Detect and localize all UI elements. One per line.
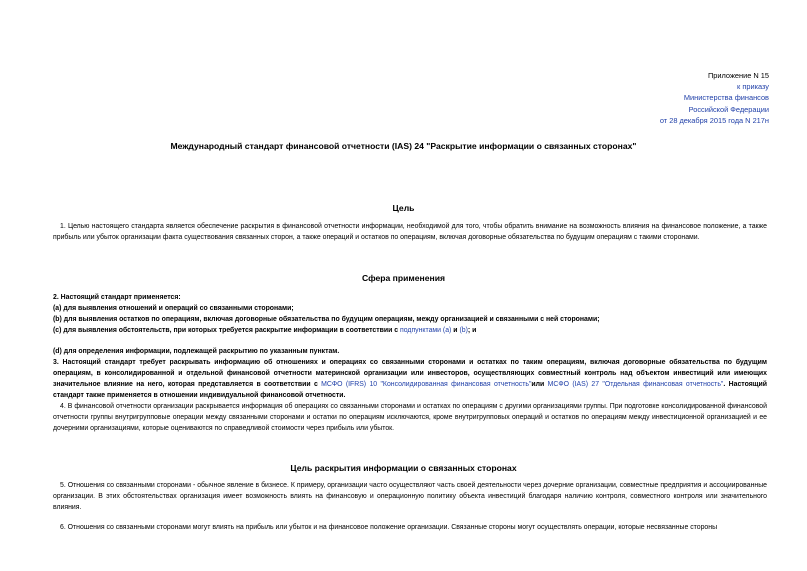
appendix-block [660,70,769,126]
appendix-order-link[interactable]: к приказу [737,82,769,92]
appendix-date-link[interactable]: от 28 декабря 2015 года N 217н [659,115,769,125]
section-heading-goal: Цель [392,203,415,213]
paragraph-5: 5. Отношения со связанными сторонами - обычное явление в бизнесе. К примеру, организации часто осуществляют часть своей деятельности через дочерние организации, совместные предприятия и ассоциированные организации. В этих обстоятельствах организация имеет возможность влиять на финансовую и операционную политику объекта инвестиций благодаря наличию контроля, совместного контроля или значительного влияния. [53,482,767,511]
subparagraph-a-link[interactable]: подпунктами (a) [400,327,452,334]
paragraph-3-end: . Настоящий стандарт также применяется в отношении индивидуальной финансовой отчетности. [53,380,767,399]
paragraph-1: 1. Целью настоящего стандарта является обеспечение раскрытия в финансовой отчетности информации, необходимой для того, чтобы обратить внимание на возможность влияния на финансовое положение, а также прибыль или убыток организации факта существования связанных сторон, а также операций и остатков по операциям, включая договорные обязательства по будущим операциям с такими сторонами. [53,223,767,241]
appendix-number: Приложение N 15 [707,71,769,80]
paragraph-6: 6. Отношения со связанными сторонами могут влиять на прибыль или убыток и на финансовое положение организации. Связанные стороны могут осуществлять операции, которые несвязанные стороны [60,524,718,531]
list-item-a: (a) для выявления отношений и операций со связанными сторонами; [53,305,294,312]
paragraph-3-or: или [531,380,548,388]
document-title: Международный стандарт финансовой отчетности (IAS) 24 "Раскрытие информации о связанных сторонах" [170,141,637,151]
list-item-d: (d) для определения информации, подлежащей раскрытию по указанным пунктам. [53,348,340,355]
appendix-country-link[interactable]: Российской Федерации [688,104,769,114]
subparagraph-b-link[interactable]: (b) [459,327,468,334]
ifrs-10-link[interactable]: МСФО (IFRS) 10 "Консолидированная финансовая отчетность" [321,380,532,388]
paragraph-2: 2. Настоящий стандарт применяется: [53,294,181,301]
list-item-c [53,326,767,337]
appendix-ministry-link[interactable]: Министерства финансов [683,93,769,103]
paragraph-4: 4. В финансовой отчетности организации раскрывается информация об операциях со связанными сторонами и остатках по операциям с другими организациями группы. При подготовке консолидированной финансовой отчетности группы внутригрупповые операции между связанными сторонами и остатки по операциям исключаются, кроме внутригрупповых операций и остатков по операциям между инвестиционной организацией и ее дочерними организациями, которые оцениваются по справедливой стоимости через прибыль или убыток. [53,403,767,432]
list-item-c-end: ; и [467,327,477,334]
section-heading-scope: Сфера применения [361,273,445,283]
paragraph-3-text: 3. Настоящий стандарт требует раскрывать информацию об отношениях и операциях со связанными сторонами и остатках по таким операциям, включая договорные обязательства по будущим операциям, в консолидированной и отдельной финансовой отчетности материнской организации или инвесторов, осуществляющих совместный контроль над объектом инвестиций или имеющих значительное влияние на него, которая представляется в соответствии с [53,359,767,388]
list-item-b: (b) для выявления остатков по операциям, включая договорные обязательства по будущим операциям, между организацией и связанными с ней сторонами; [53,316,600,323]
list-item-c-text: (c) для выявления обстоятельств, при которых требуется раскрытие информации в соответствии с [53,327,401,334]
ias-27-link[interactable]: МСФО (IAS) 27 "Отдельная финансовая отчетность" [547,380,724,388]
paragraph-3 [53,358,767,402]
section-heading-purpose: Цель раскрытия информации о связанных сторонах [290,463,517,473]
list-item-c-and: и [451,327,460,334]
